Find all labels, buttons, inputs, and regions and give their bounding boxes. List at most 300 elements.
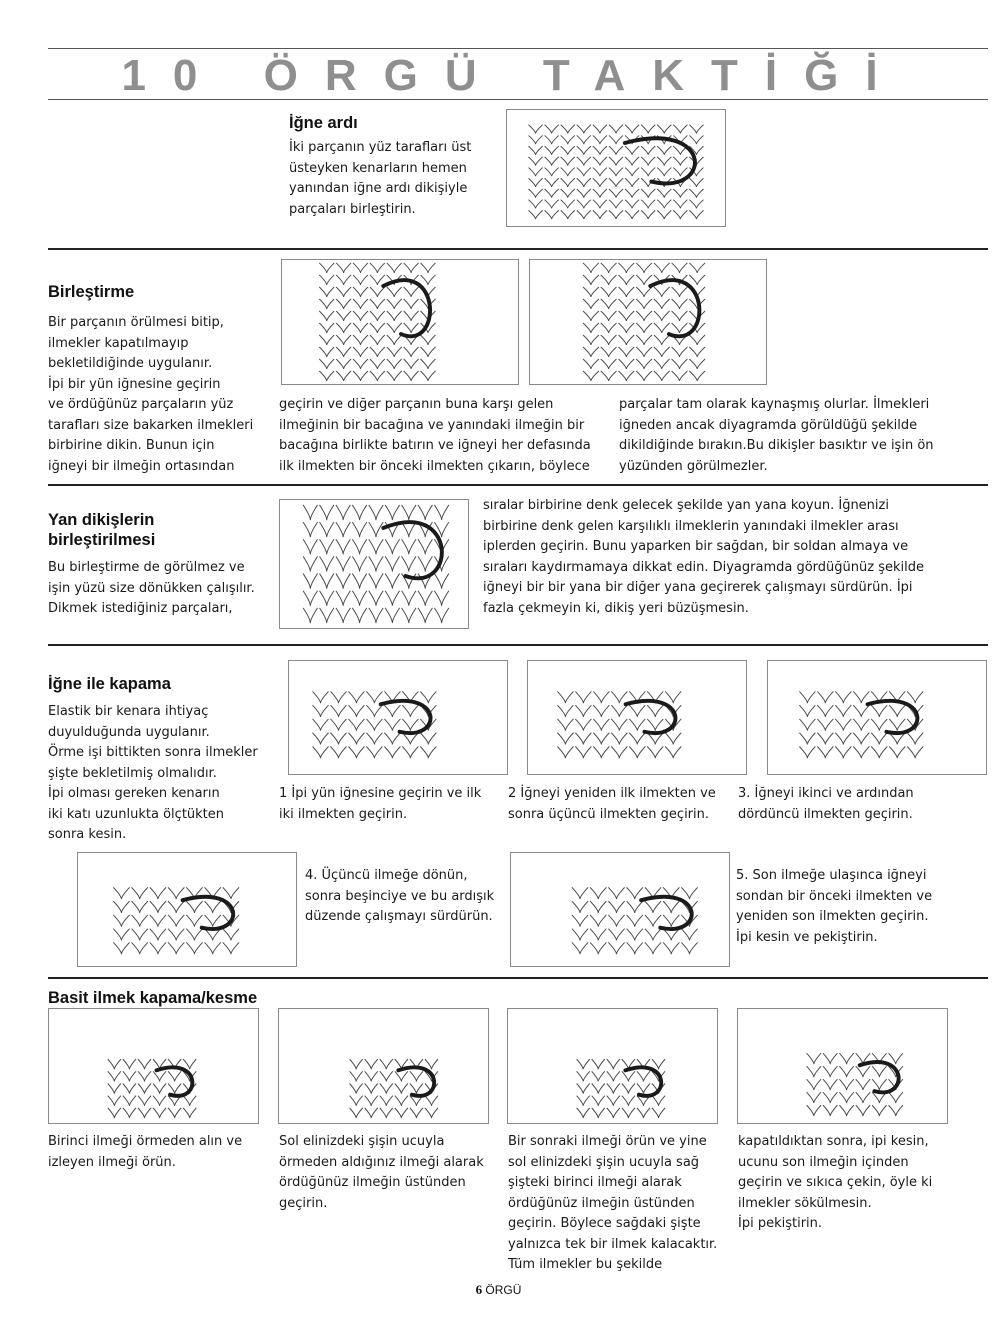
knit-stitch [319, 371, 334, 381]
bindoff-step2-illustration [278, 1008, 489, 1124]
knit-stitch [303, 591, 317, 606]
knit-stitch [590, 887, 606, 899]
knit-stitch [348, 705, 364, 717]
knit-stitch [853, 733, 869, 745]
knit-stitch [123, 1108, 136, 1118]
knit-stitch [353, 323, 368, 333]
knit-stitch [529, 178, 543, 187]
knit-stitch [583, 335, 599, 345]
knit-stitch [593, 210, 607, 219]
knit-stitch [150, 901, 166, 913]
knit-stitch [689, 125, 703, 134]
knit-stitch [689, 178, 703, 187]
knit-stitch [609, 189, 623, 198]
knit-stitch [593, 146, 607, 155]
knit-stitch [350, 1071, 363, 1081]
knit-stitch [577, 157, 591, 166]
knit-stitch [561, 189, 575, 198]
knit-stitch [313, 705, 329, 717]
knit-stitch [625, 157, 639, 166]
knit-stitch [672, 359, 688, 369]
knit-stitch [609, 168, 623, 177]
knit-stitch [369, 522, 383, 537]
knit-stitch [636, 371, 652, 381]
knit-stitch [681, 942, 697, 954]
knit-stitch [150, 942, 166, 954]
knit-stitch [123, 1096, 136, 1106]
yarn-strand [626, 701, 676, 733]
knit-stitch [320, 608, 334, 623]
knit-stitch [817, 746, 833, 758]
knit-stitch [577, 189, 591, 198]
knit-stitch [608, 942, 624, 954]
knit-stitch [434, 574, 448, 589]
knit-stitch [627, 942, 643, 954]
knit-stitch [681, 929, 697, 941]
birlestirme-heading: Birleştirme [48, 283, 135, 301]
knit-stitch [637, 1071, 650, 1081]
knit-stitch [132, 942, 148, 954]
knit-stitch [807, 1053, 821, 1064]
knit-stitch [817, 719, 833, 731]
knit-stitch [839, 1105, 853, 1116]
knit-stitch [395, 1071, 408, 1081]
knit-stitch [593, 705, 609, 717]
knit-stitch [622, 1108, 635, 1118]
knit-stitch [561, 157, 575, 166]
knit-stitch [348, 691, 364, 703]
knit-stitch [138, 1096, 151, 1106]
knit-stitch [545, 135, 559, 144]
knit-stitch [583, 359, 599, 369]
knit-stitch [657, 200, 671, 209]
knit-stitch [575, 733, 591, 745]
knit-stitch [352, 522, 366, 537]
knit-stitch [636, 323, 652, 333]
knit-stitch [168, 1071, 181, 1081]
knit-stitch [545, 157, 559, 166]
knit-stitch [404, 287, 419, 297]
knit-stitch [871, 719, 887, 731]
knit-stitch [402, 705, 418, 717]
knit-stitch [583, 311, 599, 321]
knit-stitch [657, 146, 671, 155]
knit-stitch [799, 691, 815, 703]
knit-stitch [593, 200, 607, 209]
knit-stitch [404, 359, 419, 369]
knit-stitch [352, 539, 366, 554]
knit-stitch [402, 591, 416, 606]
knit-stitch [853, 719, 869, 731]
knit-stitch [132, 901, 148, 913]
bindoff-caption-3: Bir sonraki ilmeği örün ve yine sol elinizdeki şişin ucuyla sağ şişteki birinci ilmeği alarak ördüğünüz ilmeğin üstünden geçirin. Böylece sağdaki şişte yalnızca tek bir ilmek kalacaktır. Tüm ilmekler bu şekilde [508, 1134, 718, 1272]
knit-stitch [402, 746, 418, 758]
knit-stitch [622, 1071, 635, 1081]
knit-stitch [593, 189, 607, 198]
knit-stitch [545, 178, 559, 187]
knit-stitch [663, 915, 679, 927]
knit-stitch [601, 335, 617, 345]
knit-stitch [654, 323, 670, 333]
knit-stitch [799, 705, 815, 717]
knit-stitch [387, 311, 402, 321]
knit-stitch [420, 746, 436, 758]
knit-stitch [636, 275, 652, 285]
knit-stitch [404, 263, 419, 273]
knit-stitch [545, 125, 559, 134]
knit-stitch [352, 556, 366, 571]
knit-stitch [627, 887, 643, 899]
knit-stitch [557, 705, 573, 717]
knit-stitch [907, 733, 923, 745]
knit-stitch [583, 275, 599, 285]
knit-stitch [607, 1108, 620, 1118]
knit-stitch [673, 210, 687, 219]
knit-stitch [330, 691, 346, 703]
knit-stitch [365, 1083, 378, 1093]
knit-stitch [561, 200, 575, 209]
knit-stitch [577, 210, 591, 219]
knit-stitch [425, 1108, 438, 1118]
knit-stitch [636, 347, 652, 357]
knit-stitch [856, 1079, 870, 1090]
bindoff-caption-2: Sol elinizdeki şişin ucuyla örmeden aldığınız ilmeği alarak ördüğünüz ilmeğin üstünden geçirin. [279, 1134, 484, 1211]
knit-stitch [132, 929, 148, 941]
knit-stitch [652, 1096, 665, 1106]
knit-stitch [601, 311, 617, 321]
knit-stitch [839, 1053, 853, 1064]
knit-stitch [625, 189, 639, 198]
knit-stitch [853, 691, 869, 703]
knit-stitch [387, 263, 402, 273]
knit-stitch [370, 287, 385, 297]
knit-stitch [689, 335, 705, 345]
knit-stitch [336, 335, 351, 345]
knit-stitch [636, 311, 652, 321]
knit-stitch [807, 1066, 821, 1077]
knit-stitch [853, 746, 869, 758]
knit-stitch [421, 347, 436, 357]
knit-stitch [557, 746, 573, 758]
knit-stitch [404, 347, 419, 357]
knit-stitch [575, 691, 591, 703]
knit-stitch [319, 323, 334, 333]
step4-caption: 4. Üçüncü ilmeğe dönün, sonra beşinciye ve bu ardışık düzende çalışmayı sürdürün. [305, 868, 495, 924]
knit-stitch [673, 157, 687, 166]
knit-stitch [561, 146, 575, 155]
knit-stitch [652, 1059, 665, 1069]
knit-stitch [186, 915, 202, 927]
knit-stitch [425, 1096, 438, 1106]
knit-stitch [418, 539, 432, 554]
knit-stitch [336, 275, 351, 285]
knit-stitch [689, 359, 705, 369]
knit-stitch [645, 901, 661, 913]
knit-stitch [545, 168, 559, 177]
title-underline [48, 99, 988, 100]
knit-stitch [402, 556, 416, 571]
knit-stitch [575, 746, 591, 758]
knit-stitch [657, 210, 671, 219]
knit-stitch [593, 178, 607, 187]
knit-stitch [336, 505, 350, 520]
knit-stitch [689, 189, 703, 198]
knit-stitch [336, 299, 351, 309]
knit-stitch [370, 335, 385, 345]
knit-stitch [330, 746, 346, 758]
knit-stitch [625, 125, 639, 134]
knit-stitch [583, 323, 599, 333]
knit-stitch [330, 733, 346, 745]
knit-stitch [577, 125, 591, 134]
knit-stitch [889, 705, 905, 717]
knit-stitch [529, 168, 543, 177]
knit-stitch [353, 359, 368, 369]
knit-stitch [590, 942, 606, 954]
knit-stitch [353, 299, 368, 309]
knit-stitch [577, 168, 591, 177]
knit-stitch [665, 733, 681, 745]
knit-stitch [689, 347, 705, 357]
knit-stitch [592, 1096, 605, 1106]
knit-stitch [132, 887, 148, 899]
grafting-illustration-1 [281, 259, 519, 385]
knit-stitch [168, 929, 184, 941]
knit-stitch [410, 1083, 423, 1093]
knit-stitch [153, 1071, 166, 1081]
knit-stitch [303, 574, 317, 589]
knit-stitch [641, 125, 655, 134]
bindoff-step3-illustration [507, 1008, 718, 1124]
yarn-strand [868, 701, 918, 733]
page-title: 10 ÖRGÜ TAKTİĞİ [121, 51, 905, 100]
knit-stitch [618, 263, 634, 273]
knit-stitch [404, 323, 419, 333]
knit-stitch [561, 168, 575, 177]
knit-stitch [313, 719, 329, 731]
knit-stitch [108, 1083, 121, 1093]
knit-stitch [625, 146, 639, 155]
knit-stitch [529, 146, 543, 155]
knit-stitch [583, 371, 599, 381]
knit-stitch [611, 705, 627, 717]
knit-stitch [348, 746, 364, 758]
knit-stitch [611, 733, 627, 745]
knit-stitch [370, 275, 385, 285]
knit-stitch [652, 1108, 665, 1118]
knit-stitch [657, 125, 671, 134]
knit-stitch [618, 347, 634, 357]
knit-stitch [353, 347, 368, 357]
knit-stitch [654, 287, 670, 297]
knit-stitch [823, 1053, 837, 1064]
knit-stitch [353, 371, 368, 381]
yarn-strand [381, 701, 431, 733]
knit-stitch [618, 359, 634, 369]
knit-stitch [689, 275, 705, 285]
knit-stitch [601, 299, 617, 309]
knit-stitch [380, 1083, 393, 1093]
knit-stitch [609, 210, 623, 219]
knit-stitch [799, 733, 815, 745]
knit-stitch [366, 733, 382, 745]
knit-stitch [872, 1105, 886, 1116]
knit-stitch [641, 200, 655, 209]
knit-stitch [823, 1079, 837, 1090]
knit-stitch [673, 125, 687, 134]
knit-stitch [561, 210, 575, 219]
knit-stitch [572, 915, 588, 927]
knit-stitch [583, 263, 599, 273]
sewn-bindoff-step5-illustration [510, 852, 730, 967]
section-divider [48, 977, 988, 979]
knit-stitch [168, 1083, 181, 1093]
knit-stitch [330, 719, 346, 731]
knit-stitch [395, 1096, 408, 1106]
knit-stitch [593, 135, 607, 144]
knit-stitch [384, 705, 400, 717]
knit-stitch [871, 705, 887, 717]
knit-stitch [418, 505, 432, 520]
knit-stitch [607, 1083, 620, 1093]
knit-stitch [637, 1083, 650, 1093]
page-footer [0, 1282, 997, 1298]
knit-stitch [380, 1059, 393, 1069]
knit-stitch [807, 1079, 821, 1090]
yarn-strand [650, 280, 699, 336]
knit-stitch [418, 591, 432, 606]
knit-stitch [319, 311, 334, 321]
knit-stitch [572, 942, 588, 954]
knit-stitch [618, 299, 634, 309]
knit-stitch [387, 347, 402, 357]
knit-stitch [673, 189, 687, 198]
knit-stitch [108, 1108, 121, 1118]
knit-stitch [618, 311, 634, 321]
knit-stitch [889, 1105, 903, 1116]
knit-stitch [336, 556, 350, 571]
knit-stitch [348, 733, 364, 745]
sewn-bindoff-step3-illustration [767, 660, 987, 775]
knit-stitch [654, 311, 670, 321]
knit-stitch [645, 929, 661, 941]
knit-stitch [557, 733, 573, 745]
mattress-stitch-illustration [279, 499, 469, 629]
knit-stitch [689, 210, 703, 219]
knit-stitch [387, 359, 402, 369]
knit-stitch [123, 1071, 136, 1081]
knit-stitch [205, 901, 221, 913]
knit-stitch [168, 901, 184, 913]
knit-stitch [150, 887, 166, 899]
knit-stitch [205, 915, 221, 927]
knit-stitch [402, 505, 416, 520]
knit-stitch [420, 691, 436, 703]
knit-stitch [629, 733, 645, 745]
knit-stitch [384, 746, 400, 758]
knit-stitch [113, 887, 129, 899]
yan-dikis-col1: Bu birleştirme de görülmez ve işin yüzü size dönükken çalışılır. Dikmek istediğiniz parçaları, [48, 560, 255, 616]
knit-stitch [607, 1071, 620, 1081]
knit-stitch [657, 157, 671, 166]
knit-stitch [369, 574, 383, 589]
knit-stitch [348, 719, 364, 731]
knit-stitch [387, 323, 402, 333]
knit-stitch [366, 746, 382, 758]
knit-stitch [529, 189, 543, 198]
knit-stitch [672, 299, 688, 309]
knit-stitch [350, 1096, 363, 1106]
knit-stitch [654, 263, 670, 273]
knit-stitch [366, 705, 382, 717]
knit-stitch [618, 323, 634, 333]
knit-stitch [636, 299, 652, 309]
knit-stitch [654, 335, 670, 345]
knit-stitch [618, 335, 634, 345]
knit-stitch [872, 1079, 886, 1090]
bindoff-caption-4: kapatıldıktan sonra, ipi kesin, ucunu son ilmeğin içinden geçirin ve sıkıca çekin, öyle ki ilmekler sökülmesin. İpi pekiştirin. [738, 1134, 933, 1231]
knit-stitch [871, 746, 887, 758]
knit-stitch [108, 1071, 121, 1081]
knit-stitch [336, 608, 350, 623]
knit-stitch [872, 1066, 886, 1077]
knit-stitch [395, 1083, 408, 1093]
knit-stitch [856, 1066, 870, 1077]
knit-stitch [387, 371, 402, 381]
knit-stitch [807, 1092, 821, 1103]
knit-stitch [138, 1083, 151, 1093]
knit-stitch [320, 591, 334, 606]
knit-stitch [529, 210, 543, 219]
knit-stitch [365, 1059, 378, 1069]
knit-stitch [186, 942, 202, 954]
knit-stitch [365, 1096, 378, 1106]
knit-stitch [223, 887, 239, 899]
knit-stitch [168, 915, 184, 927]
knit-stitch [622, 1096, 635, 1106]
footer-label: ÖRGÜ [485, 1283, 522, 1297]
knit-stitch [593, 746, 609, 758]
knit-stitch [799, 719, 815, 731]
knit-stitch [663, 901, 679, 913]
knit-stitch [647, 705, 663, 717]
knit-stitch [421, 359, 436, 369]
knit-stitch [369, 591, 383, 606]
knit-stitch [672, 371, 688, 381]
knit-stitch [303, 608, 317, 623]
yan-dikis-col2: sıralar birbirine denk gelecek şekilde yan yana koyun. İğnenizi birbirine denk gelen karşılıklı ilmeklerin yanındaki ilmekler arası iplerden geçirin. Bunu yaparken bir sağdan, bir soldan almaya ve sıraları kaydırmamaya dikkat edin. Diyagramda gördüğünüz şekilde iğneyi bir bir yana bir diğer yana geçirerek çalışmayı sürdürün. İpi fazla çekmeyin ki, dikiş yeri büzüşmesin. [483, 498, 924, 616]
knit-stitch [150, 915, 166, 927]
section-divider [48, 248, 988, 250]
knit-stitch [353, 311, 368, 321]
knit-stitch [385, 591, 399, 606]
knit-stitch [545, 189, 559, 198]
knit-stitch [150, 929, 166, 941]
knit-stitch [223, 942, 239, 954]
knit-stitch [641, 146, 655, 155]
knit-stitch [303, 539, 317, 554]
knit-stitch [577, 146, 591, 155]
knit-stitch [629, 746, 645, 758]
knit-stitch [108, 1059, 121, 1069]
knit-stitch [320, 539, 334, 554]
knit-stitch [529, 135, 543, 144]
knit-stitch [410, 1108, 423, 1118]
knit-stitch [672, 347, 688, 357]
knit-stitch [168, 1108, 181, 1118]
knit-stitch [303, 522, 317, 537]
knit-stitch [336, 539, 350, 554]
